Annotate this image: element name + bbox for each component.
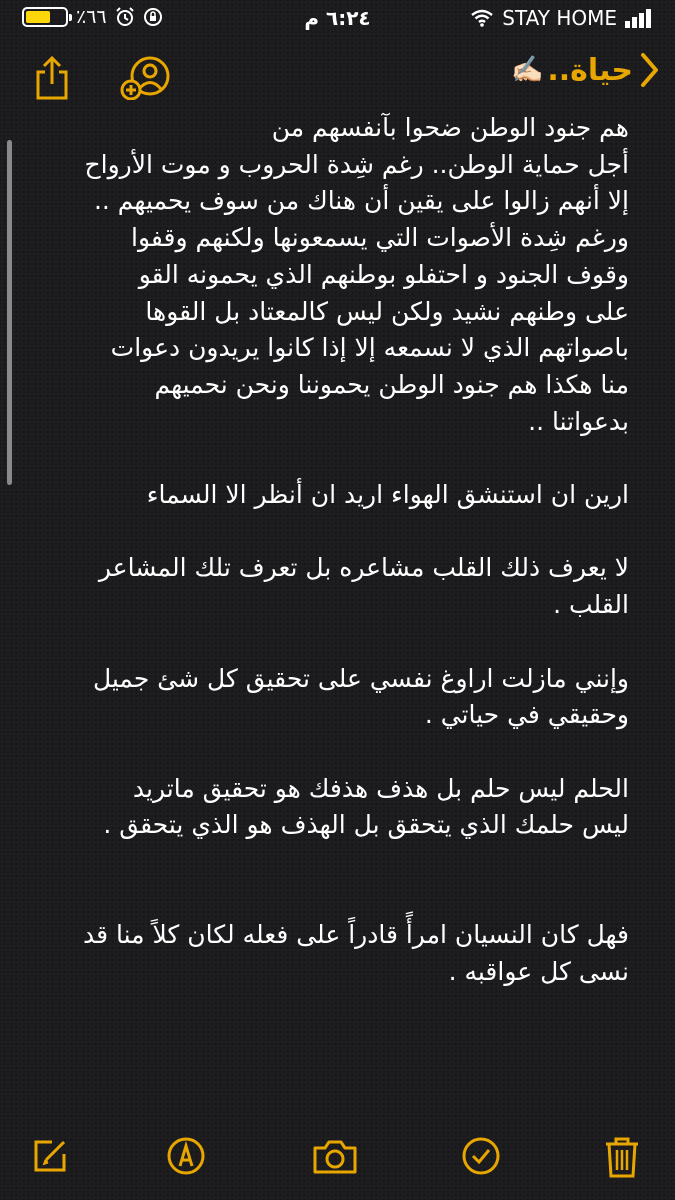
note-line: الحلم ليس حلم بل هذف هذفك هو تحقيق ماتريد xyxy=(132,773,629,803)
bottom-toolbar xyxy=(0,1116,675,1200)
status-time: ٦:٢٤ م xyxy=(304,6,371,30)
note-line: ليس حلمك الذي يتحقق بل الهذف هو الذي يتحقق . xyxy=(103,810,629,840)
battery-percent: ٪٦٦ xyxy=(76,6,107,28)
note-line: ورغم شِدة الأصوات التي يسمعونها ولكنهم وقفوا xyxy=(131,223,629,253)
note-line: إلا أنهم زالوا على يقين أن هناك من سوف يحميهم .. xyxy=(93,186,629,216)
note-line: أجل حماية الوطن.. رغم شِدة الحروب و موت الأرواح xyxy=(84,149,629,179)
blank-line xyxy=(22,624,629,661)
camera-icon[interactable] xyxy=(311,1136,359,1176)
blank-line xyxy=(22,734,629,771)
back-label: حياة.. xyxy=(547,52,633,88)
blank-line xyxy=(22,514,629,551)
writing-hand-emoji: ✍🏻 xyxy=(510,55,544,85)
note-line: فهل كان النسيان امرأً قادراً على فعله لكان كلاً منا قد xyxy=(82,920,629,950)
note-line: هم جنود الوطن ضحوا بآنفسهم من xyxy=(271,113,629,142)
markup-icon[interactable] xyxy=(166,1136,206,1176)
wifi-icon xyxy=(470,9,494,27)
blank-line xyxy=(22,881,629,918)
compose-icon[interactable] xyxy=(30,1136,70,1176)
note-line: نسى كل عواقبه . xyxy=(448,957,629,987)
blank-line xyxy=(22,440,629,477)
back-button[interactable] xyxy=(511,52,659,88)
note-line: وحقيقي في حياتي . xyxy=(424,700,629,730)
trash-icon[interactable] xyxy=(604,1136,640,1178)
blank-line xyxy=(22,844,629,881)
note-line: وقوف الجنود و احتفلو بوطنهم الذي يحمونه القو xyxy=(138,259,629,289)
note-line: منا هكذا هم جنود الوطن يحموننا ونحن نحميهم xyxy=(154,369,629,399)
note-line: لا يعرف ذلك القلب مشاعره بل تعرف تلك المشاعر xyxy=(98,553,629,583)
carrier-group xyxy=(470,6,653,30)
scrollbar[interactable] xyxy=(7,140,12,485)
note-line: بدعواتنا .. xyxy=(528,406,629,436)
status-bar xyxy=(0,0,675,38)
carrier-name: STAY HOME xyxy=(502,6,617,30)
note-line: ارين ان استنشق الهواء اريد ان أنظر الا السماء xyxy=(146,480,629,510)
checklist-icon[interactable] xyxy=(461,1136,501,1176)
chevron-back-icon xyxy=(639,52,659,88)
note-body[interactable] xyxy=(22,110,629,991)
note-line: وإنني مازلت اراوغ نفسي على تحقيق كل شئ جميل xyxy=(92,663,629,693)
note-line: على وطنهم نشيد ولكن ليس كالمعتاد بل القوها xyxy=(145,296,629,326)
share-icon[interactable] xyxy=(32,56,72,100)
navigation-bar xyxy=(0,44,675,110)
note-line: باصواتهم الذي لا نسمعه إلا إذا كانوا يريدون دعوات xyxy=(110,333,629,363)
signal-icon xyxy=(625,8,653,28)
note-line: القلب . xyxy=(553,590,629,620)
add-person-icon[interactable] xyxy=(120,56,174,100)
